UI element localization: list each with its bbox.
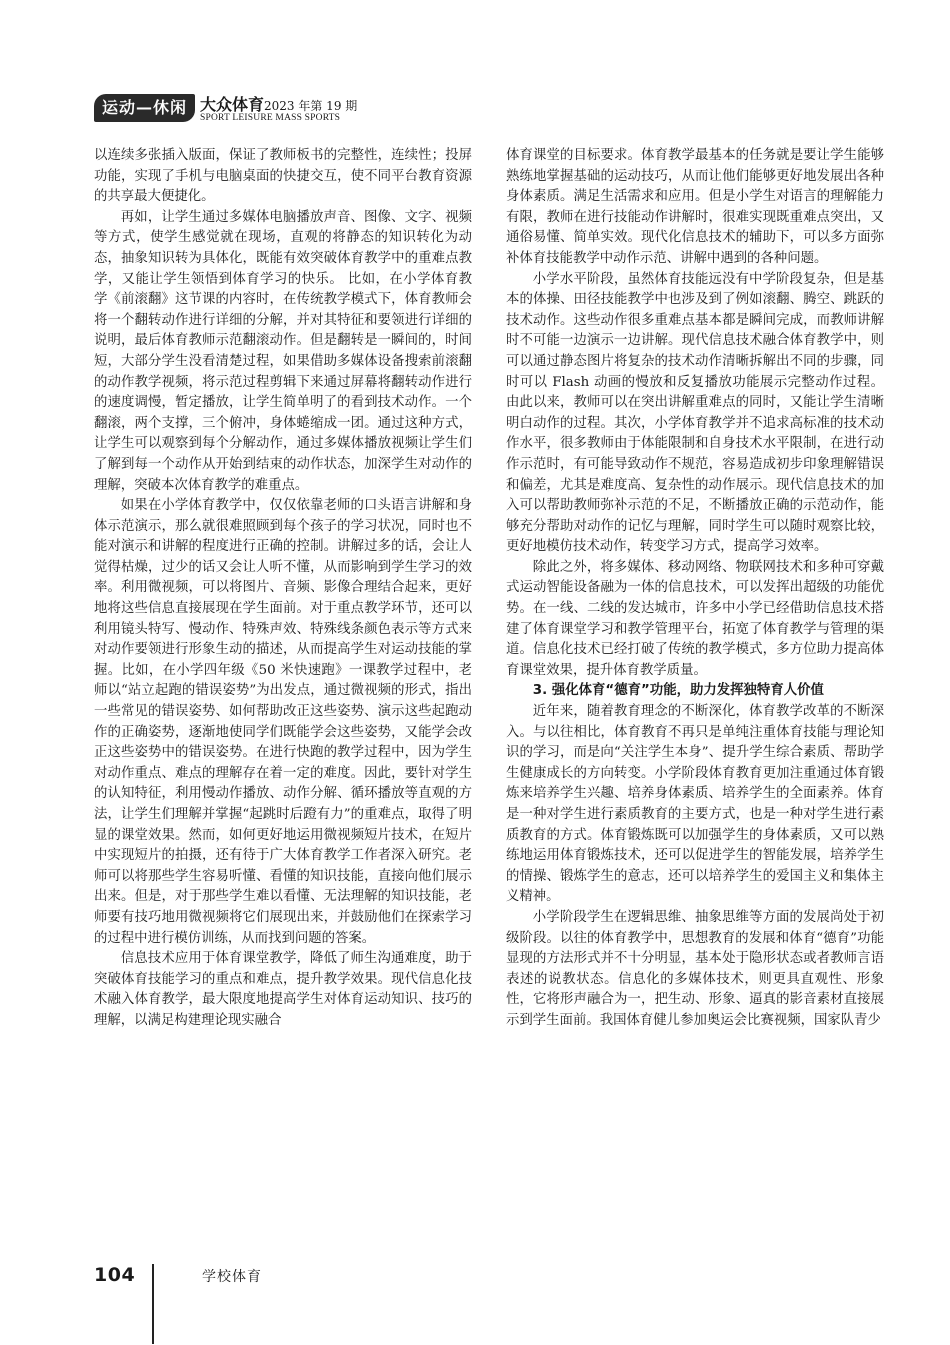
paragraph: 以连续多张插入版面，保证了教师板书的完整性，连续性；投屏功能，实现了手机与电脑桌面的快捷交互，使不同平台教育资源的共享最大便捷化。 [94,148,472,205]
magazine-title [200,92,357,115]
section-heading: 3. 强化体育“德育”功能，助力发挥独特育人价值 [532,683,824,699]
paragraph: 小学水平阶段，虽然体育技能远没有中学阶段复杂，但是基本的体操、田径技能教学中也涉及到了例如滚翻、腾空、跳跃的技术动作。这些动作很多重难点基本都是瞬间完成，而教师讲解时不可能一边演示一边讲解。现代信息技术融合体育教学中，则可以通过静态图片将复杂的技术动作清晰拆解出不同的步骤，同时可以 Flash 动画的慢放和反复播放功能展示完整动作过程。由此以来，教师可以在突出讲解重难点的同时，又能让学生清晰明白动作的过程。其次，小学体育教学并不追求高标准的技术动作水平，很多教师由于体能限制和自身技术水平限制，在进行动作示范时，有可能导致动作不规范，容易造成初步印象理解错误和偏差，尤其是难度高、复杂性的动作展示。现代信息技术的加入可以帮助教师弥补示范的不足，不断播放正确的示范动作，能够充分帮助对动作的记忆与理解，同时学生可以随时观察比较，更好地模仿技术动作，转变学习方式，提高学习效率。 [506,271,884,555]
page-footer [94,1264,394,1344]
issue-number: 2023 年第 19 期 [264,99,358,113]
paragraph: 近年来，随着教育理念的不断深化，体育教学改革的不断深入。与以往相比，体育教育不再只是单纯注重体育技能与理论知识的学习，而是向“关注学生本身”、提升学生综合素质、帮助学生健康成长的方向转变。小学阶段体育教育更加注重通过体育锻炼来培养学生兴趣、培养身体素质、培养学生的全面素养。体育是一种对学生进行素质教育的主要方式，也是一种对学生进行素质教育的方式。体育锻炼既可以加强学生的身体素质，又可以熟练地运用体育锻炼技术，还可以促进学生的智能发展，培养学生的情操、锻炼学生的意志，还可以培养学生的爱国主义和集体主义精神。 [506,704,884,905]
paragraph: 再如，让学生通过多媒体电脑播放声音、图像、文字、视频等方式，使学生感觉就在现场，直观的将静态的知识转化为动态，抽象知识转为具体化，既能有效突破体育教学中的重难点教学，又能让学生领悟到体育学习的快乐。 比如，在小学体育教学《前滚翻》这节课的内容时，在传统教学模式下，体育教师会将一个翻转动作进行详细的分解，并对其特征和要领进行详细的说明，最后体育教师示范翻滚动作。但是翻转是一瞬间的，时间短，大部分学生没看清楚过程，如果借助多媒体设备搜索前滚翻的动作教学视频，将示范过程剪辑下来通过屏幕将翻转动作进行的速度调慢，暂定播放，让学生简单明了的看到技术动作。一个翻滚，两个支撑，三个俯冲，身体蜷缩成一团。通过这种方式，让学生可以观察到每个分解动作，通过多媒体播放视频让学生们了解到每一个动作从开始到结束的动作状态，加深学生对动作的理解，突破本次体育教学的难重点。 [94,209,472,493]
right-column [506,146,884,1032]
paragraph: 小学阶段学生在逻辑思维、抽象思维等方面的发展尚处于初级阶段。以往的体育教学中，思想教育的发展和体育“德育”功能显现的方法形式并不十分明显，基本处于隐形状态或者教师言语表述的说教状态。信息化的多媒体技术，则更具直观性、形象性，它将形声融合为一，把生动、形象、逼真的影音素材直接展示到学生面前。我国体育健儿参加奥运会比赛视频，国家队青少 [506,909,884,1028]
magazine-name: 大众体育 [200,95,265,114]
paragraph: 信息技术应用于体育课堂教学，降低了师生沟通难度，助于突破体育技能学习的重点和难点，提升教学效果。现代信息化技术融入体育教学，最大限度地提高学生对体育运动知识、技巧的理解，以满足构建理论现实融合 [94,951,472,1028]
footer-divider [152,1264,154,1344]
left-column [94,146,472,1032]
page-number: 104 [94,1264,136,1286]
page-header [94,94,514,128]
section-badge: 运动—休闲 [94,94,195,122]
footer-section-title: 学校体育 [202,1269,262,1285]
paragraph: 体育课堂的目标要求。体育教学最基本的任务就是要让学生能够熟练地掌握基础的运动技巧，从而让他们能够更好地发展出各种身体素质。满足生活需求和应用。但是小学生对语言的理解能力有限，教师在进行技能动作讲解时，很难实现既重难点突出，又通俗易懂、简单实效。现代化信息技术的辅助下，可以多方面弥补体育技能教学中动作示范、讲解中遇到的各种问题。 [506,148,884,266]
magazine-subtitle: SPORT LEISURE MASS SPORTS [200,113,341,123]
paragraph: 如果在小学体育教学中，仅仅依靠老师的口头语言讲解和身体示范演示，那么就很难照顾到每个孩子的学习状况，同时也不能对演示和讲解的程度进行正确的控制。讲解过多的话，会让人觉得枯燥，过少的话又会让人听不懂，从而影响到学生学习的效率。利用微视频，可以将图片、音频、影像合理结合起来，更好地将这些信息直接展现在学生面前。对于重点教学环节，还可以利用镜头特写、慢动作、特殊声效、特殊线条颜色表示等方式来对动作要领进行形象生动的描述，从而提高学生对运动技能的掌握。比如，在小学四年级《50 米快速跑》一课教学过程中，老师以“站立起跑的错误姿势”为出发点，通过微视频的形式，指出一些常见的错误姿势、如何帮助改正这些姿势、演示这些起跑动作的正确姿势，逐渐地使同学们既能学会这些姿势，又能学会改正这些姿势中的错误姿势。在进行快跑的教学过程中，因为学生对动作重点、难点的理解存在着一定的难度。因此，要针对学生的认知特征，利用慢动作播放、动作分解、循环播放等直观的方法，让学生们理解并掌握“起跳时后蹬有力”的重难点，取得了明显的课堂效果。然而，如何更好地运用微视频短片技术，在短片中实现短片的拍摄，还有待于广大体育教学工作者深入研究。老师可以将那些学生容易听懂、看懂的知识技能，直接向他们展示出来。但是，对于那些学生难以看懂、无法理解的知识技能，老师要有技巧地用微视频将它们展现出来，并鼓励他们在探索学习的过程中进行模仿训练，从而找到问题的答案。 [94,498,472,946]
paragraph: 除此之外，将多媒体、移动网络、物联网技术和多种可穿戴式运动智能设备融为一体的信息技术，可以发挥出超级的功能优势。在一线、二线的发达城市，许多中小学已经借助信息技术搭建了体育课堂学习和教学管理平台，拓宽了体育教学与管理的渠道。信息化技术已经打破了传统的教学模式，多方位助力提高体育课堂效果，提升体育教学质量。 [506,559,884,678]
